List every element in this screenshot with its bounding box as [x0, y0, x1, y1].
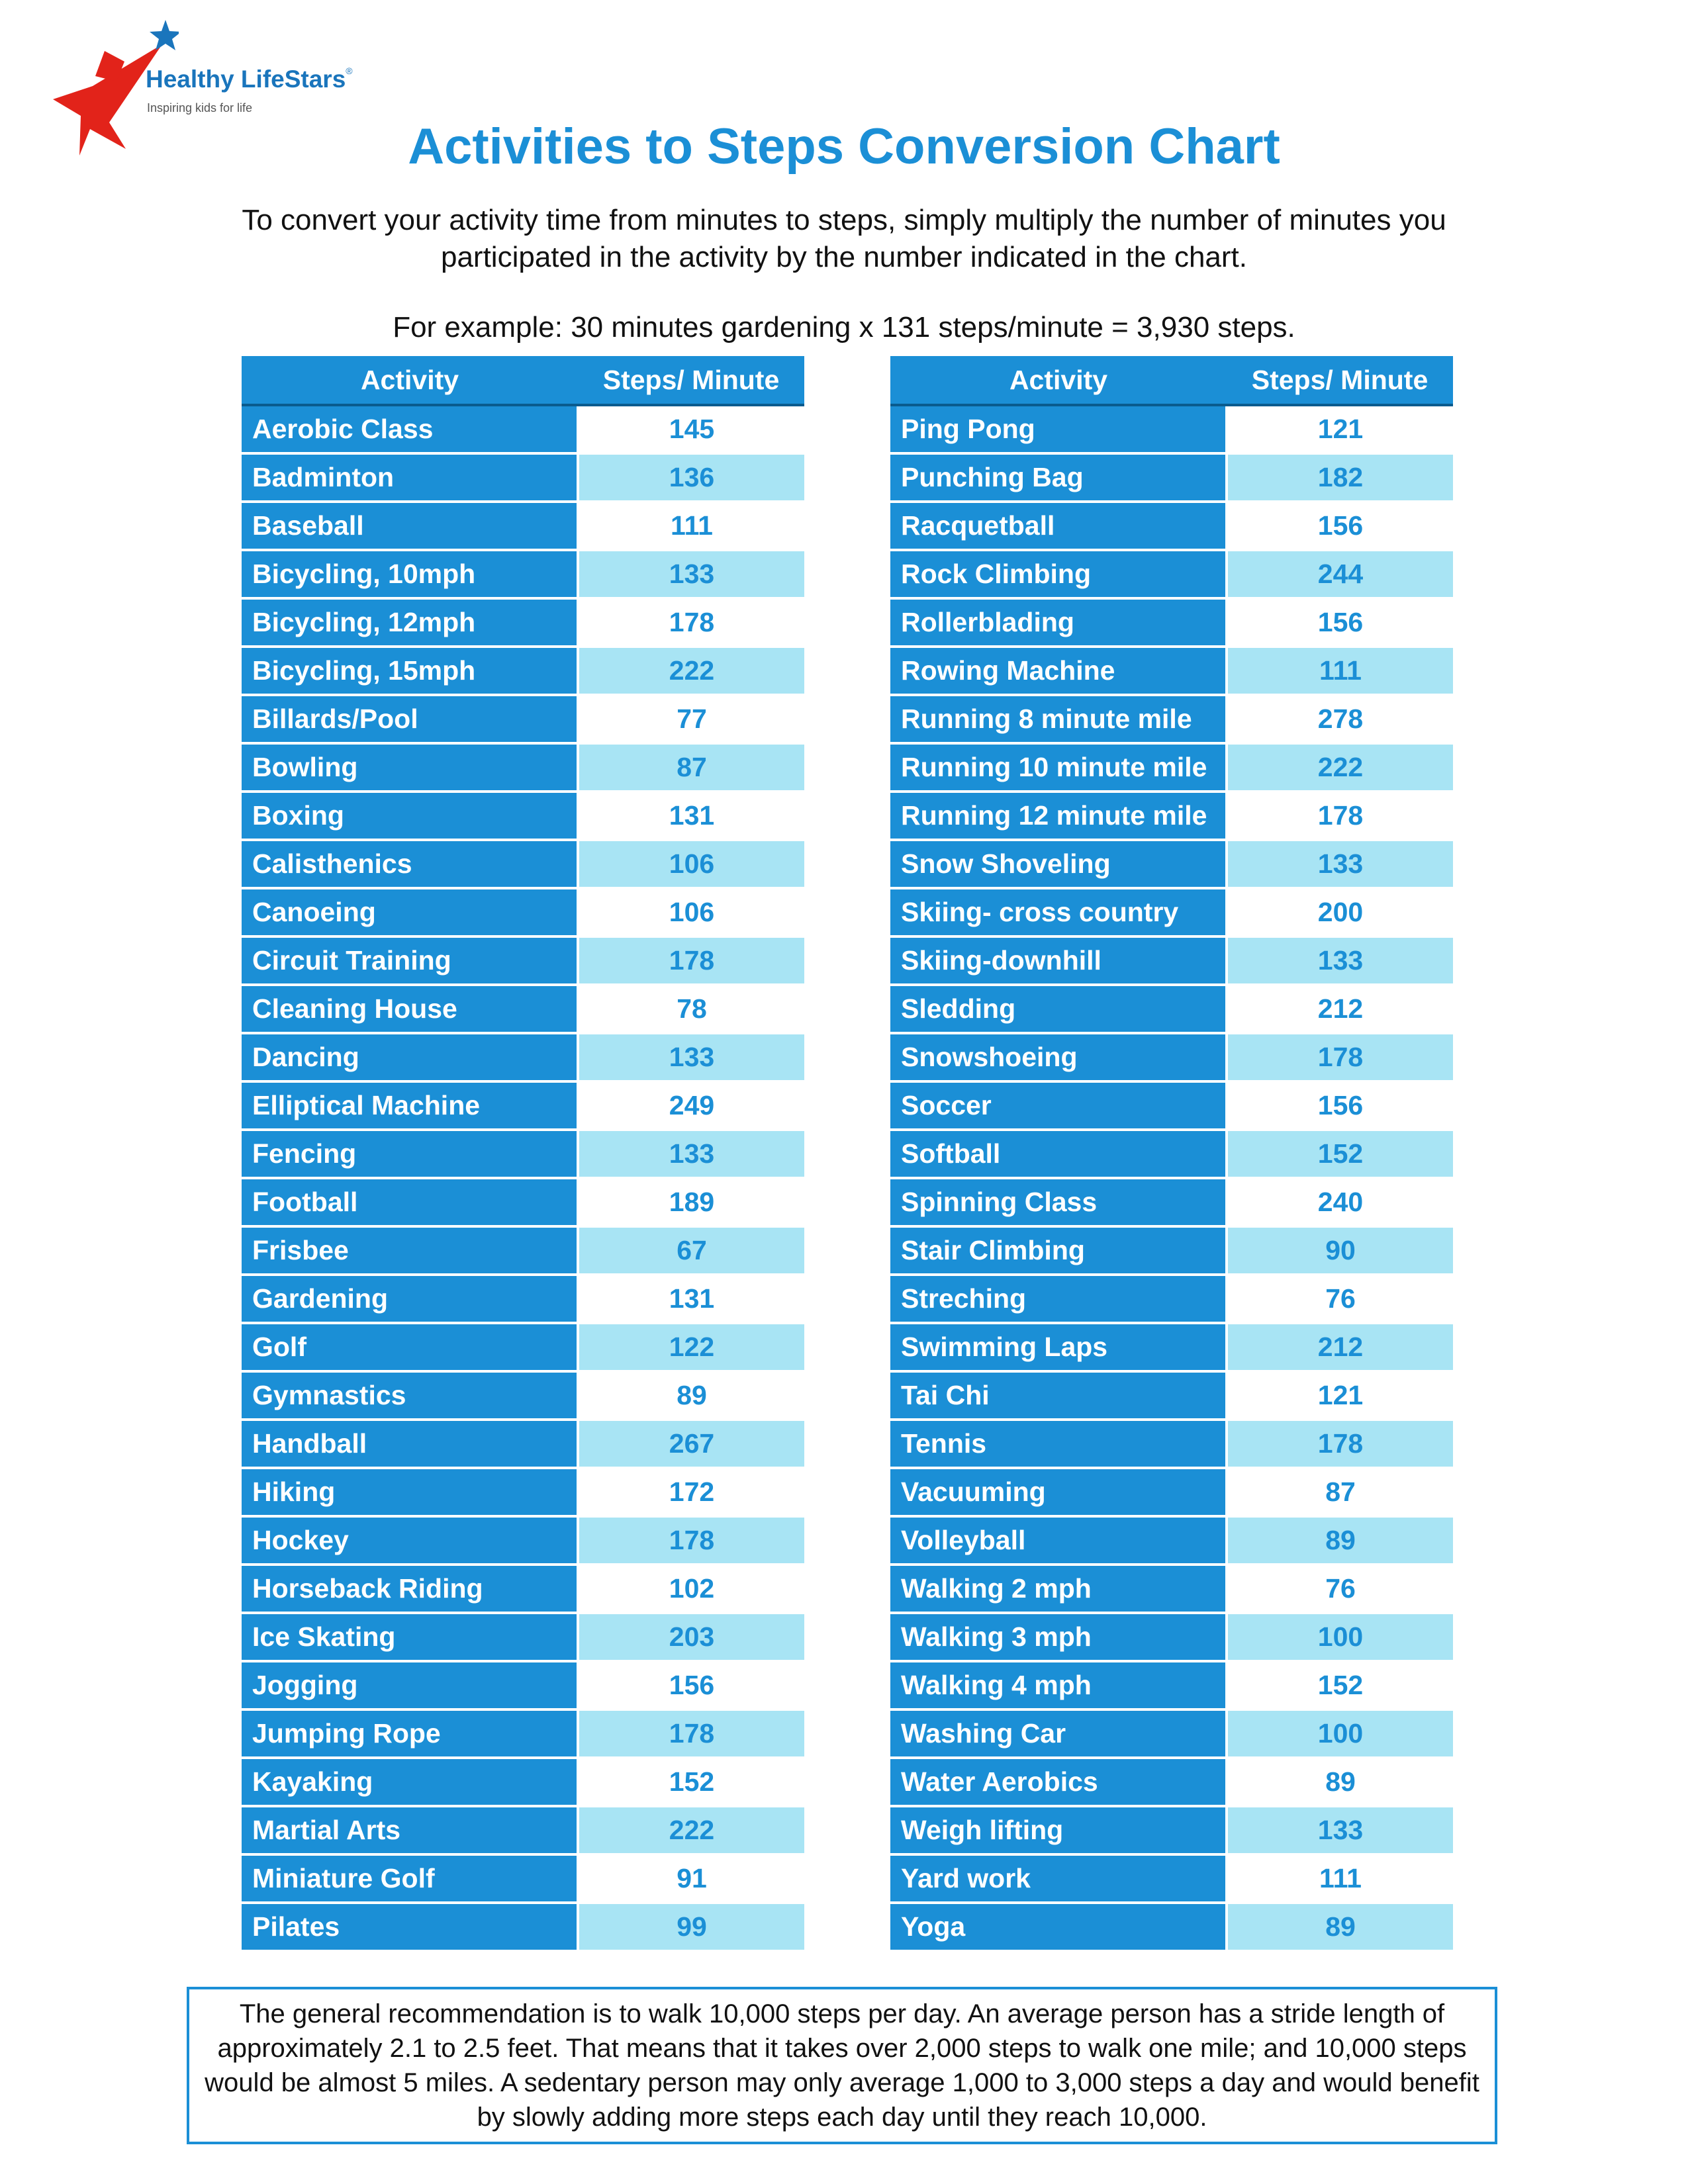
- table-row: [890, 1371, 1453, 1420]
- activity-cell: Martial Arts: [242, 1806, 578, 1854]
- table-row: [242, 502, 804, 550]
- table-row: [890, 1758, 1453, 1806]
- steps-cell: 102: [578, 1565, 804, 1613]
- steps-cell: 152: [1227, 1661, 1453, 1709]
- table-row: [242, 453, 804, 502]
- table-row: [242, 1758, 804, 1806]
- table-row: [890, 1226, 1453, 1275]
- table-row: [242, 840, 804, 888]
- table-row: [242, 1371, 804, 1420]
- activity-cell: Washing Car: [890, 1709, 1227, 1758]
- activity-cell: Walking 3 mph: [890, 1613, 1227, 1661]
- table-header-row: [242, 356, 804, 405]
- steps-cell: 111: [578, 502, 804, 550]
- table-row: [242, 405, 804, 453]
- activity-cell: Tai Chi: [890, 1371, 1227, 1420]
- steps-cell: 99: [578, 1903, 804, 1951]
- activity-cell: Calisthenics: [242, 840, 578, 888]
- brand-text: Healthy LifeStars: [146, 66, 346, 93]
- steps-cell: 78: [578, 985, 804, 1033]
- activity-cell: Running 8 minute mile: [890, 695, 1227, 743]
- table-row: [890, 1081, 1453, 1130]
- steps-cell: 100: [1227, 1709, 1453, 1758]
- steps-cell: 222: [578, 1806, 804, 1854]
- table-row: [890, 1275, 1453, 1323]
- steps-cell: 106: [578, 888, 804, 936]
- activity-cell: Bowling: [242, 743, 578, 792]
- steps-cell: 212: [1227, 985, 1453, 1033]
- steps-cell: 90: [1227, 1226, 1453, 1275]
- activity-cell: Cleaning House: [242, 985, 578, 1033]
- table-row: [242, 1081, 804, 1130]
- activity-cell: Hiking: [242, 1468, 578, 1516]
- table-row: [890, 1903, 1453, 1951]
- table-row: [242, 550, 804, 598]
- table-row: [242, 1709, 804, 1758]
- steps-cell: 76: [1227, 1275, 1453, 1323]
- activity-cell: Soccer: [890, 1081, 1227, 1130]
- table-row: [242, 1178, 804, 1226]
- steps-cell: 131: [578, 792, 804, 840]
- steps-cell: 133: [578, 550, 804, 598]
- steps-cell: 76: [1227, 1565, 1453, 1613]
- table-row: [242, 647, 804, 695]
- activity-cell: Elliptical Machine: [242, 1081, 578, 1130]
- column-header-activity: Activity: [890, 356, 1227, 405]
- table-row: [890, 502, 1453, 550]
- activity-cell: Kayaking: [242, 1758, 578, 1806]
- steps-cell: 267: [578, 1420, 804, 1468]
- steps-cell: 121: [1227, 1371, 1453, 1420]
- table-row: [890, 985, 1453, 1033]
- steps-cell: 133: [578, 1033, 804, 1081]
- table-row: [890, 792, 1453, 840]
- activity-cell: Rock Climbing: [890, 550, 1227, 598]
- table-row: [242, 792, 804, 840]
- steps-cell: 278: [1227, 695, 1453, 743]
- activity-cell: Volleyball: [890, 1516, 1227, 1565]
- activity-cell: Rollerblading: [890, 598, 1227, 647]
- steps-cell: 106: [578, 840, 804, 888]
- activity-cell: Aerobic Class: [242, 405, 578, 453]
- steps-cell: 240: [1227, 1178, 1453, 1226]
- steps-cell: 178: [1227, 1420, 1453, 1468]
- table-row: [890, 647, 1453, 695]
- steps-cell: 189: [578, 1178, 804, 1226]
- activity-cell: Horseback Riding: [242, 1565, 578, 1613]
- activity-cell: Weigh lifting: [890, 1806, 1227, 1854]
- steps-cell: 133: [578, 1130, 804, 1178]
- activity-cell: Skiing- cross country: [890, 888, 1227, 936]
- steps-cell: 156: [578, 1661, 804, 1709]
- activity-cell: Canoeing: [242, 888, 578, 936]
- steps-cell: 222: [1227, 743, 1453, 792]
- recommendation-text: The general recommendation is to walk 10,000 steps per day. An average person has a stride length of approximately 2.1 to 2.5 feet. That means that it takes over 2,000 steps to walk one mile; and 10,000 steps would be almost 5 miles. A sedentary person may only average 1,000 to 3,000 steps a day and would benefit by slowly adding more steps each day until they reach 10,000.: [205, 1999, 1479, 2132]
- activity-cell: Running 12 minute mile: [890, 792, 1227, 840]
- activity-cell: Gardening: [242, 1275, 578, 1323]
- activity-cell: Jumping Rope: [242, 1709, 578, 1758]
- activity-cell: Golf: [242, 1323, 578, 1371]
- activity-cell: Yoga: [890, 1903, 1227, 1951]
- activity-cell: Fencing: [242, 1130, 578, 1178]
- table-row: [242, 1033, 804, 1081]
- activity-cell: Yard work: [890, 1854, 1227, 1903]
- brand-tagline: Inspiring kids for life: [147, 101, 253, 114]
- table-row: [890, 936, 1453, 985]
- steps-cell: 152: [1227, 1130, 1453, 1178]
- table-row: [890, 1130, 1453, 1178]
- steps-cell: 178: [578, 936, 804, 985]
- steps-cell: 122: [578, 1323, 804, 1371]
- steps-cell: 89: [578, 1371, 804, 1420]
- steps-cell: 152: [578, 1758, 804, 1806]
- table-row: [242, 1130, 804, 1178]
- activity-cell: Bicycling, 12mph: [242, 598, 578, 647]
- steps-cell: 178: [578, 1709, 804, 1758]
- table-row: [242, 1516, 804, 1565]
- steps-cell: 77: [578, 695, 804, 743]
- activity-cell: Pilates: [242, 1903, 578, 1951]
- activity-cell: Billards/Pool: [242, 695, 578, 743]
- table-row: [242, 695, 804, 743]
- activity-cell: Dancing: [242, 1033, 578, 1081]
- table-row: [890, 695, 1453, 743]
- steps-cell: 133: [1227, 936, 1453, 985]
- table-row: [890, 1420, 1453, 1468]
- activity-cell: Streching: [890, 1275, 1227, 1323]
- activity-cell: Handball: [242, 1420, 578, 1468]
- table-row: [242, 1806, 804, 1854]
- table-row: [242, 1323, 804, 1371]
- table-row: [242, 985, 804, 1033]
- table-row: [242, 1275, 804, 1323]
- activity-cell: Ice Skating: [242, 1613, 578, 1661]
- activity-cell: Rowing Machine: [890, 647, 1227, 695]
- activity-cell: Hockey: [242, 1516, 578, 1565]
- table-row: [242, 1565, 804, 1613]
- table-row: [242, 1468, 804, 1516]
- steps-cell: 111: [1227, 647, 1453, 695]
- table-row: [242, 1903, 804, 1951]
- activity-cell: Softball: [890, 1130, 1227, 1178]
- activity-cell: Snow Shoveling: [890, 840, 1227, 888]
- table-row: [890, 1468, 1453, 1516]
- activity-cell: Sledding: [890, 985, 1227, 1033]
- table-row: [890, 1806, 1453, 1854]
- table-body-left: [242, 405, 804, 1951]
- activity-cell: Water Aerobics: [890, 1758, 1227, 1806]
- activity-cell: Baseball: [242, 502, 578, 550]
- table-row: [890, 1661, 1453, 1709]
- steps-cell: 67: [578, 1226, 804, 1275]
- table-body-right: [890, 405, 1453, 1951]
- activity-cell: Vacuuming: [890, 1468, 1227, 1516]
- table-row: [242, 1661, 804, 1709]
- activity-cell: Walking 4 mph: [890, 1661, 1227, 1709]
- steps-cell: 89: [1227, 1758, 1453, 1806]
- activity-cell: Racquetball: [890, 502, 1227, 550]
- table-header-row: [890, 356, 1453, 405]
- table-row: [890, 1854, 1453, 1903]
- steps-cell: 145: [578, 405, 804, 453]
- steps-cell: 156: [1227, 598, 1453, 647]
- table-row: [242, 1854, 804, 1903]
- steps-table-right: [890, 356, 1453, 1952]
- activity-cell: Spinning Class: [890, 1178, 1227, 1226]
- steps-cell: 182: [1227, 453, 1453, 502]
- steps-cell: 121: [1227, 405, 1453, 453]
- activity-cell: Snowshoeing: [890, 1033, 1227, 1081]
- recommendation-box: [187, 1987, 1497, 2144]
- activity-cell: Miniature Golf: [242, 1854, 578, 1903]
- activity-cell: Jogging: [242, 1661, 578, 1709]
- steps-cell: 133: [1227, 840, 1453, 888]
- table-row: [890, 1709, 1453, 1758]
- activity-cell: Circuit Training: [242, 936, 578, 985]
- steps-cell: 111: [1227, 1854, 1453, 1903]
- table-row: [890, 453, 1453, 502]
- table-row: [242, 743, 804, 792]
- table-row: [242, 888, 804, 936]
- activity-cell: Football: [242, 1178, 578, 1226]
- table-row: [890, 1516, 1453, 1565]
- steps-cell: 172: [578, 1468, 804, 1516]
- page-title: Activities to Steps Conversion Chart: [408, 118, 1280, 175]
- steps-cell: 91: [578, 1854, 804, 1903]
- steps-cell: 89: [1227, 1903, 1453, 1951]
- activity-cell: Punching Bag: [890, 453, 1227, 502]
- table-row: [242, 1226, 804, 1275]
- column-header-steps: Steps/ Minute: [1227, 356, 1453, 405]
- activity-cell: Ping Pong: [890, 405, 1227, 453]
- intro-text: To convert your activity time from minutes to steps, simply multiply the number of minutes you participated in the activity by the number indicated in the chart.: [242, 204, 1446, 273]
- steps-cell: 222: [578, 647, 804, 695]
- activity-cell: Walking 2 mph: [890, 1565, 1227, 1613]
- steps-cell: 156: [1227, 502, 1453, 550]
- registered-mark: ®: [346, 66, 353, 76]
- steps-cell: 87: [578, 743, 804, 792]
- example-text: For example: 30 minutes gardening x 131 steps/minute = 3,930 steps.: [393, 311, 1295, 343]
- table-row: [890, 743, 1453, 792]
- steps-cell: 156: [1227, 1081, 1453, 1130]
- table-row: [890, 1565, 1453, 1613]
- steps-cell: 244: [1227, 550, 1453, 598]
- steps-cell: 178: [1227, 1033, 1453, 1081]
- brand-name: [146, 66, 353, 93]
- steps-cell: 89: [1227, 1516, 1453, 1565]
- table-row: [890, 1033, 1453, 1081]
- activity-cell: Frisbee: [242, 1226, 578, 1275]
- activity-cell: Bicycling, 10mph: [242, 550, 578, 598]
- table-row: [890, 1613, 1453, 1661]
- table-row: [890, 550, 1453, 598]
- steps-cell: 133: [1227, 1806, 1453, 1854]
- steps-cell: 178: [1227, 792, 1453, 840]
- steps-cell: 136: [578, 453, 804, 502]
- steps-table-left: [242, 356, 804, 1952]
- table-row: [890, 1323, 1453, 1371]
- column-header-activity: Activity: [242, 356, 578, 405]
- table-row: [890, 840, 1453, 888]
- steps-cell: 203: [578, 1613, 804, 1661]
- table-row: [242, 1420, 804, 1468]
- activity-cell: Tennis: [890, 1420, 1227, 1468]
- steps-cell: 100: [1227, 1613, 1453, 1661]
- steps-cell: 87: [1227, 1468, 1453, 1516]
- activity-cell: Running 10 minute mile: [890, 743, 1227, 792]
- activity-cell: Bicycling, 15mph: [242, 647, 578, 695]
- steps-cell: 212: [1227, 1323, 1453, 1371]
- steps-cell: 131: [578, 1275, 804, 1323]
- table-row: [242, 598, 804, 647]
- table-row: [890, 888, 1453, 936]
- column-header-steps: Steps/ Minute: [578, 356, 804, 405]
- table-row: [242, 1613, 804, 1661]
- activity-cell: Stair Climbing: [890, 1226, 1227, 1275]
- steps-cell: 178: [578, 1516, 804, 1565]
- activity-cell: Gymnastics: [242, 1371, 578, 1420]
- activity-cell: Badminton: [242, 453, 578, 502]
- table-row: [890, 405, 1453, 453]
- steps-cell: 178: [578, 598, 804, 647]
- table-row: [242, 936, 804, 985]
- steps-cell: 200: [1227, 888, 1453, 936]
- table-row: [890, 1178, 1453, 1226]
- activity-cell: Skiing-downhill: [890, 936, 1227, 985]
- activity-cell: Swimming Laps: [890, 1323, 1227, 1371]
- steps-cell: 249: [578, 1081, 804, 1130]
- activity-cell: Boxing: [242, 792, 578, 840]
- table-row: [890, 598, 1453, 647]
